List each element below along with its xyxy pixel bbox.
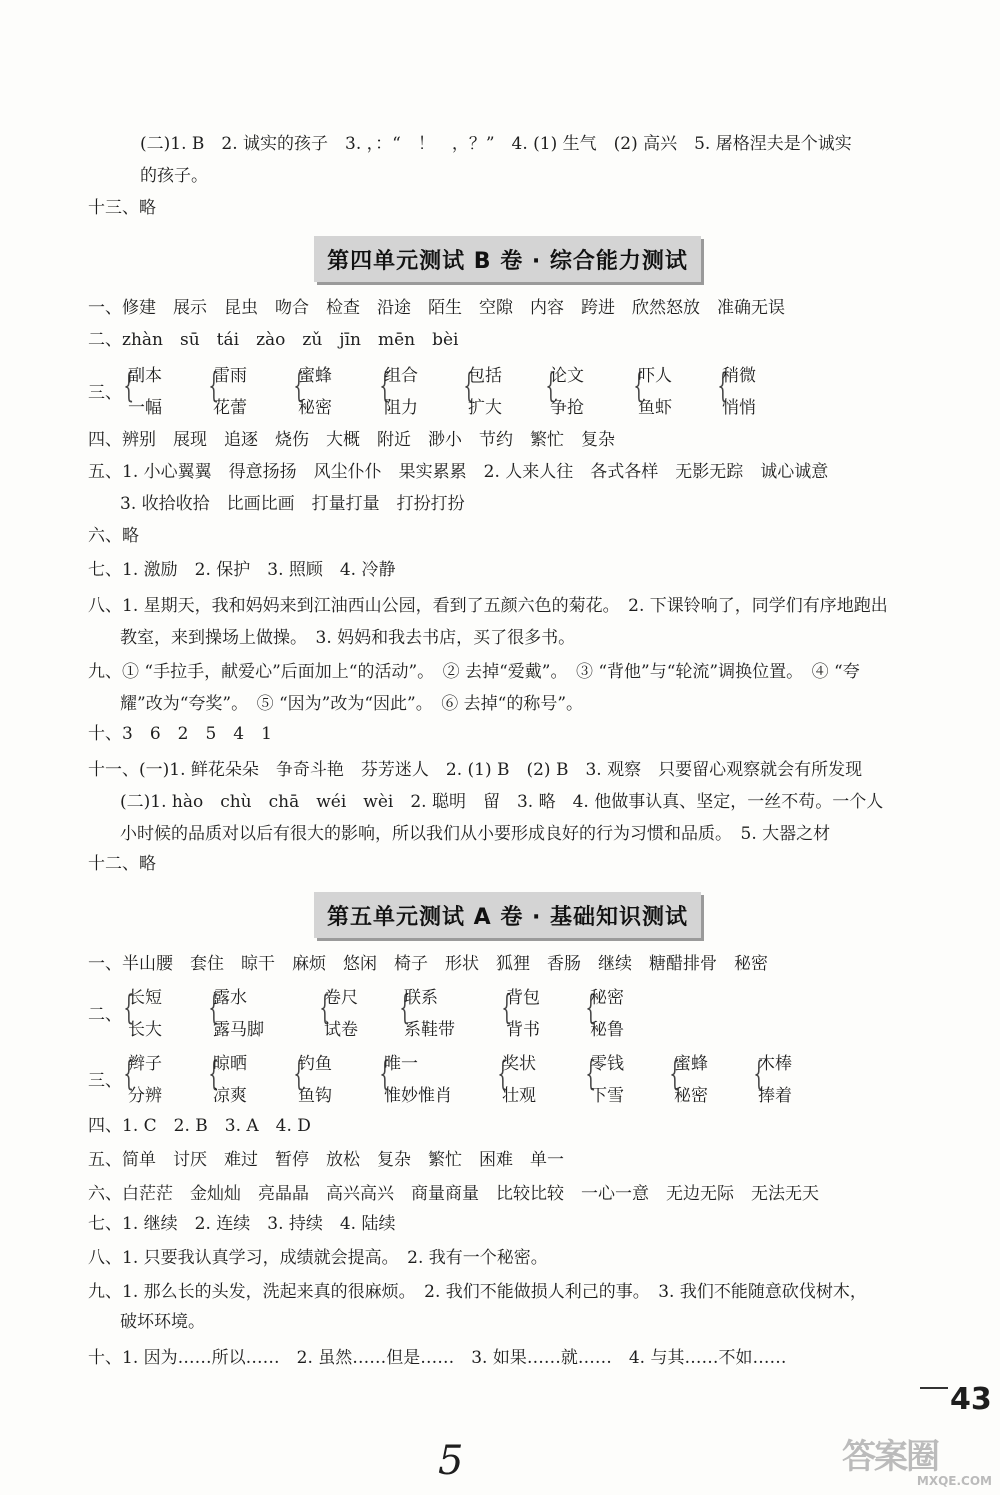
word-pair xyxy=(298,360,332,424)
word-pair xyxy=(384,360,418,424)
brace-mark: { xyxy=(463,366,475,406)
word-pair-item: 花蕾 xyxy=(213,398,247,418)
answer-line: 一、修建 展示 昆虫 吻合 检查 沿途 陌生 空隙 内容 跨进 欣然怒放 准确无误 xyxy=(88,298,785,318)
brace-mark: { xyxy=(379,1054,391,1094)
word-pair-item: 唯一 xyxy=(384,1054,418,1074)
word-pair-item: 卷尺 xyxy=(324,988,358,1008)
brace-mark: { xyxy=(585,988,597,1028)
word-pair-item: 辫子 xyxy=(128,1054,162,1074)
brace-mark: { xyxy=(497,1054,509,1094)
brace-mark: { xyxy=(293,1054,305,1094)
word-pair-item: 零钱 xyxy=(590,1054,624,1074)
answer-line: (二)1. hào chù chā wéi wèi 2. 聪明 留 3. 略 4. 他做事认真、坚定，一丝不苟。一个人 xyxy=(120,792,884,812)
word-pair xyxy=(502,1048,536,1112)
answer-line: 四、辨别 展现 追逐 烧伤 大概 附近 渺小 节约 繁忙 复杂 xyxy=(88,430,615,450)
answer-line: 八、1. 只要我认真学习，成绩就会提高。 2. 我有一个秘密。 xyxy=(88,1248,548,1268)
word-pair xyxy=(384,1048,452,1112)
brace-mark: { xyxy=(208,1054,220,1094)
word-pair-item: 试卷 xyxy=(324,1020,358,1040)
word-pair-item: 背包 xyxy=(506,988,540,1008)
brace-mark: { xyxy=(379,366,391,406)
answer-line: 六、略 xyxy=(88,526,139,546)
section-heading: 第五单元测试 A 卷 · 基础知识测试 xyxy=(314,892,701,938)
word-pair-item: 组合 xyxy=(384,366,418,386)
answer-line: 六、白茫茫 金灿灿 亮晶晶 高兴高兴 商量商量 比较比较 一心一意 无边无际 无法无天 xyxy=(88,1184,819,1204)
group-label: 三、 xyxy=(88,383,122,403)
word-pair xyxy=(298,1048,332,1112)
answer-line: (二)1. B 2. 诚实的孩子 3. ，：“ ！ ，？” 4. (1) 生气 (2) 高兴 5. 屠格涅夫是个诚实 xyxy=(140,134,852,154)
brace-mark: { xyxy=(208,988,220,1028)
word-pair-item: 长大 xyxy=(128,1020,162,1040)
word-pair-item: 凉爽 xyxy=(213,1086,247,1106)
answer-line: 3. 收拾收拾 比画比画 打量打量 打扮打扮 xyxy=(120,494,465,514)
answer-line: 七、1. 继续 2. 连续 3. 持续 4. 陆续 xyxy=(88,1214,396,1234)
word-pair-item: 秘密 xyxy=(590,988,624,1008)
brace-mark: { xyxy=(633,366,645,406)
word-pair-item: 阻力 xyxy=(384,398,418,418)
word-pair-item: 长短 xyxy=(128,988,162,1008)
word-pair-item: 露水 xyxy=(213,988,247,1008)
watermark-logo: 答案圈 xyxy=(842,1437,938,1477)
answer-line: 十二、略 xyxy=(88,854,156,874)
word-pair-item: 论文 xyxy=(550,366,584,386)
word-pair-item: 木棒 xyxy=(758,1054,792,1074)
brace-mark: { xyxy=(399,988,411,1028)
word-pair-item: 吓人 xyxy=(638,366,672,386)
brace-mark: { xyxy=(123,366,135,406)
word-pair-item: 奖状 xyxy=(502,1054,536,1074)
answer-line: 耀”改为“夸奖”。 ⑤ “因为”改为“因此”。 ⑥ 去掉“的称号”。 xyxy=(120,694,584,714)
word-pair-item: 鱼钩 xyxy=(298,1086,332,1106)
word-pair-item: 悄悄 xyxy=(722,398,756,418)
answer-line: 九、1. 那么长的头发，洗起来真的很麻烦。 2. 我们不能做损人利己的事。 3. 我们不能随意砍伐树木， xyxy=(88,1282,867,1302)
answer-line: 八、1. 星期天，我和妈妈来到江油西山公园，看到了五颜六色的菊花。 2. 下课铃响了，同学们有序地跑出 xyxy=(88,596,888,616)
word-pair-item: 系鞋带 xyxy=(404,1020,455,1040)
word-pair xyxy=(213,982,264,1046)
answer-line: 破坏环境。 xyxy=(120,1312,205,1332)
answer-line: 十三、略 xyxy=(88,198,156,218)
word-pair-item: 争抢 xyxy=(550,398,584,418)
word-pair-item: 扩大 xyxy=(468,398,502,418)
word-pair-group xyxy=(88,982,908,1048)
word-pair-item: 一幅 xyxy=(128,398,162,418)
word-pair-item: 包括 xyxy=(468,366,502,386)
word-pair-item: 蜜蜂 xyxy=(674,1054,708,1074)
page-number: 43 xyxy=(950,1382,992,1417)
word-pair-item: 稍微 xyxy=(722,366,756,386)
word-pair-item: 钓鱼 xyxy=(298,1054,332,1074)
word-pair-item: 下雪 xyxy=(590,1086,624,1106)
word-pair-item: 晾晒 xyxy=(213,1054,247,1074)
answer-line: 十、1. 因为……所以…… 2. 虽然……但是…… 3. 如果……就…… 4. 与其……不如…… xyxy=(88,1348,787,1368)
brace-mark: { xyxy=(585,1054,597,1094)
group-label: 三、 xyxy=(88,1071,122,1091)
word-pair xyxy=(128,1048,162,1112)
word-pair-item: 惟妙惟肖 xyxy=(384,1086,452,1106)
brace-mark: { xyxy=(501,988,513,1028)
word-pair xyxy=(404,982,455,1046)
answer-line: 二、zhàn sū tái zào zǔ jīn mēn bèi xyxy=(88,330,459,350)
section-heading: 第四单元测试 B 卷 · 综合能力测试 xyxy=(314,236,701,282)
word-pair xyxy=(506,982,540,1046)
word-pair xyxy=(590,1048,624,1112)
answer-line: 七、1. 激励 2. 保护 3. 照顾 4. 冷静 xyxy=(88,560,396,580)
word-pair-item: 秘密 xyxy=(298,398,332,418)
watermark-url: MXQE.COM xyxy=(916,1474,992,1488)
brace-mark: { xyxy=(293,366,305,406)
word-pair xyxy=(324,982,358,1046)
brace-mark: { xyxy=(123,988,135,1028)
answer-line: 十一、(一)1. 鲜花朵朵 争奇斗艳 芬芳迷人 2. (1) B (2) B 3. 观察 只要留心观察就会有所发现 xyxy=(88,760,863,780)
word-pair-item: 分辨 xyxy=(128,1086,162,1106)
word-pair xyxy=(468,360,502,424)
word-pair-item: 雷雨 xyxy=(213,366,247,386)
word-pair-item: 壮观 xyxy=(502,1086,536,1106)
answer-line: 四、1. C 2. B 3. A 4. D xyxy=(88,1116,311,1136)
watermark xyxy=(842,1437,992,1490)
word-pair xyxy=(213,360,247,424)
brace-mark: { xyxy=(717,366,729,406)
word-pair xyxy=(128,982,162,1046)
word-pair xyxy=(722,360,756,424)
word-pair xyxy=(638,360,672,424)
word-pair-group xyxy=(88,1048,908,1114)
word-pair-item: 副本 xyxy=(128,366,162,386)
group-label: 二、 xyxy=(88,1005,122,1025)
brace-mark: { xyxy=(319,988,331,1028)
word-pair xyxy=(758,1048,792,1112)
answer-line: 五、1. 小心翼翼 得意扬扬 风尘仆仆 果实累累 2. 人来人往 各式各样 无影无踪 诚心诚意 xyxy=(88,462,829,482)
word-pair-item: 露马脚 xyxy=(213,1020,264,1040)
word-pair-group xyxy=(88,360,908,426)
page-rule xyxy=(920,1387,948,1389)
handwritten-mark: 5 xyxy=(438,1438,464,1484)
brace-mark: { xyxy=(545,366,557,406)
word-pair-item: 秘鲁 xyxy=(590,1020,624,1040)
word-pair-item: 背书 xyxy=(506,1020,540,1040)
brace-mark: { xyxy=(669,1054,681,1094)
brace-mark: { xyxy=(753,1054,765,1094)
word-pair xyxy=(128,360,162,424)
word-pair xyxy=(550,360,584,424)
word-pair xyxy=(590,982,624,1046)
word-pair-item: 捧着 xyxy=(758,1086,792,1106)
answer-line: 五、简单 讨厌 难过 暂停 放松 复杂 繁忙 困难 单一 xyxy=(88,1150,564,1170)
answer-line: 小时候的品质对以后有很大的影响，所以我们从小要形成良好的行为习惯和品质。 5. 大器之材 xyxy=(120,824,831,844)
word-pair xyxy=(213,1048,247,1112)
answer-line: 一、半山腰 套住 晾干 麻烦 悠闲 椅子 形状 狐狸 香肠 继续 糖醋排骨 秘密 xyxy=(88,954,768,974)
answer-line: 教室，来到操场上做操。 3. 妈妈和我去书店，买了很多书。 xyxy=(120,628,576,648)
brace-mark: { xyxy=(208,366,220,406)
word-pair-item: 蜜蜂 xyxy=(298,366,332,386)
brace-mark: { xyxy=(123,1054,135,1094)
answer-line: 的孩子。 xyxy=(140,166,208,186)
word-pair-item: 秘密 xyxy=(674,1086,708,1106)
word-pair-item: 鱼虾 xyxy=(638,398,672,418)
word-pair-item: 联系 xyxy=(404,988,438,1008)
word-pair xyxy=(674,1048,708,1112)
answer-line: 十、3 6 2 5 4 1 xyxy=(88,724,272,744)
answer-line: 九、① “手拉手，献爱心”后面加上“的活动”。 ② 去掉“爱戴”。 ③ “背他”与“轮流”调换位置。 ④ “夸 xyxy=(88,662,860,682)
